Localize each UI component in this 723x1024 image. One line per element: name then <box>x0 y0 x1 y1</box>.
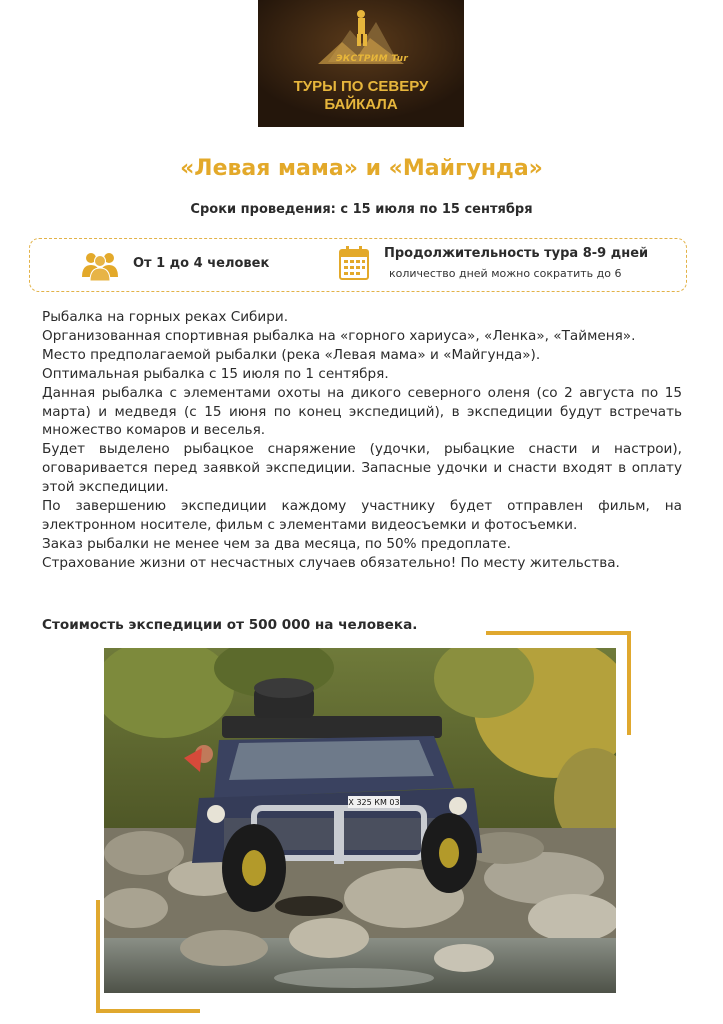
description-line: Данная рыбалка с элементами охоты на дикого северного оленя (со 2 августа по 15 марта) и медведя (с 15 июня по конец экспедиций), в экспедиции будут встречать множество комаров и веселья. <box>42 384 682 439</box>
description-line: Организованная спортивная рыбалка на «горного хариуса», «Ленка», «Тайменя». <box>42 327 636 344</box>
tour-dates: Сроки проведения: с 15 июля по 15 сентября <box>190 202 533 217</box>
tour-duration: Продолжительность тура 8-9 дней <box>384 246 649 261</box>
description-line: Рыбалка на горных реках Сибири. <box>42 309 289 325</box>
description-line: Будет выделено рыбацкое снаряжение (удочки, рыбацкие снасти и настрои), оговаривается перед заявкой экспедиции. Запасные удочки и снасти входят в оплату этой экспедиции. <box>42 441 682 496</box>
tour-price: Стоимость экспедиции от 500 000 на человека. <box>42 617 418 633</box>
description-line: Место предполагаемой рыбалки (река «Левая мама» и «Майгунда»). <box>42 346 541 363</box>
description-line: Страхование жизни от несчастных случаев обязательно! По месту жительства. <box>42 554 620 571</box>
logo-line-1: ТУРЫ ПО СЕВЕРУ <box>293 78 429 95</box>
license-plate: Х 325 КМ 03 <box>348 798 400 807</box>
tour-info-box <box>29 238 687 292</box>
company-logo <box>258 0 464 127</box>
group-people-icon <box>80 249 120 285</box>
description-line: Оптимальная рыбалка с 15 июля по 1 сентября. <box>42 365 389 382</box>
page-title: «Левая мама» и «Майгунда» <box>180 156 543 181</box>
calendar-icon <box>338 245 370 285</box>
tour-description <box>42 308 682 573</box>
offroad-suv-photo <box>104 648 616 993</box>
tour-duration-note: количество дней можно сократить до 6 <box>389 267 622 280</box>
logo-line-2: БАЙКАЛА <box>324 96 398 113</box>
description-line: Заказ рыбалки не менее чем за два месяца, по 50% предоплате. <box>42 535 511 552</box>
description-line: По завершению экспедиции каждому участнику будет отправлен фильм, на электронном носителе, фильм с элементами видеосъемки и фотосъемки. <box>42 498 682 533</box>
people-count: От 1 до 4 человек <box>133 256 270 271</box>
logo-brand: ЭКСТРИМ Tur <box>336 54 409 64</box>
